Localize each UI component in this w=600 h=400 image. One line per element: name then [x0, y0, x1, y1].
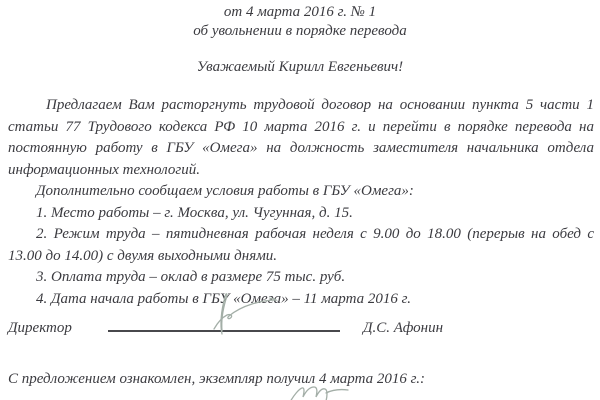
salutation-line: Уважаемый Кирилл Евгеньевич!	[196, 59, 404, 75]
director-name: Д.С. Афонин	[363, 320, 444, 336]
director-position-label: Директор	[8, 320, 72, 336]
condition-item-4: 4. Дата начала работы в ГБУ «Омега» – 11 марта 2016 г.	[36, 290, 411, 307]
document-header	[0, 0, 600, 41]
conditions-intro: Дополнительно сообщаем условия работы в ГБУ «Омега»:	[36, 183, 414, 199]
recipient-signature-ink	[286, 385, 352, 400]
header-subject-line: об увольнении в порядке перевода	[193, 23, 407, 39]
director-signature-ink	[190, 287, 278, 335]
body-paragraph: Предлагаем Вам расторгнуть трудовой договор на основании пункта 5 части 1 статьи 77 Трудового кодекса РФ 10 марта 2016 г. и перейти в порядке перевода на постоянную работу в ГБУ «Омега» на должность заместителя начальника отдела информационных технологий.	[8, 97, 594, 178]
document-body	[0, 95, 600, 310]
condition-item-2: 2. Режим труда – пятидневная рабочая неделя с 9.00 до 18.00 (перерыв на обед с 13.00 до 14.00) с двумя выходными днями.	[8, 226, 594, 264]
acknowledgment-line: С предложением ознакомлен, экземпляр получил 4 марта 2016 г.:	[8, 371, 426, 387]
header-date-number-line: от 4 марта 2016 г. № 1	[223, 4, 377, 20]
condition-item-1: 1. Место работы – г. Москва, ул. Чугунная, д. 15.	[36, 204, 353, 221]
condition-item-3: 3. Оплата труда – оклад в размере 75 тыс. руб.	[36, 269, 346, 285]
